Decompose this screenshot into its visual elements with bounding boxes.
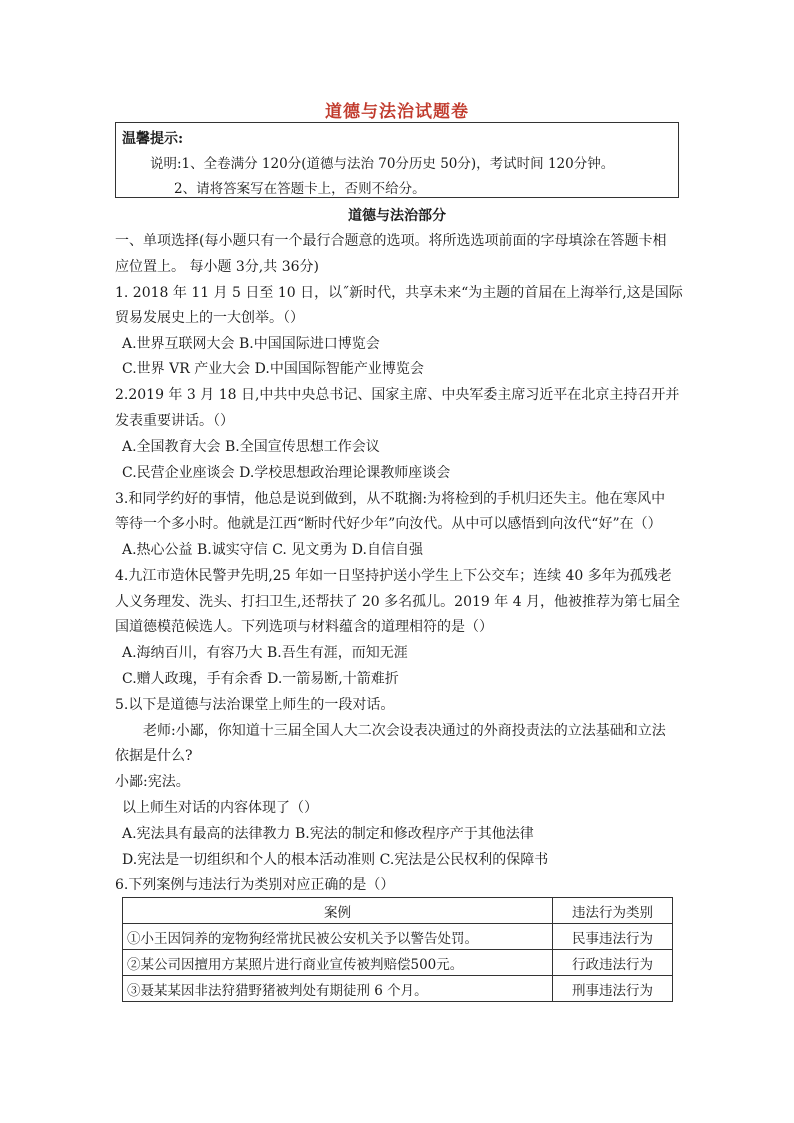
table-header-category: 违法行为类别 — [553, 898, 673, 924]
table-header-case: 案例 — [123, 898, 553, 924]
q5-student-line: 小鄙:宪法。 — [115, 774, 190, 790]
table-row — [123, 924, 673, 950]
q2-options-ab: A.全国教育大会 B.全国宣传思想工作会议 — [122, 439, 380, 455]
q5-options-dc: D.宪法是一切组织和个人的根本活动准则 C.宪法是公民权利的保障书 — [122, 852, 549, 868]
q5-teacher-line-2: 依据是什么? — [115, 748, 193, 764]
table-cell-case: ③聂某某因非法狩猎野猪被判处有期徒刑 6 个月。 — [123, 976, 553, 1002]
tips-line-1: 说明:1、全卷满分 120分(道德与法治 70分历史 50分)，考试时间 120分钟。 — [150, 156, 615, 172]
section-title: 道德与法治部分 — [348, 208, 446, 224]
q3-options: A.热心公益 B.诚实守信 C. 见文勇为 D.自信自强 — [122, 542, 423, 558]
part1-instructions-1: 一、单项选择(每小题只有一个最行合题意的选项。将所选选项前面的字母填涂在答题卡相 — [115, 233, 667, 249]
table-cell-case: ①小王因饲养的宠物狗经常扰民被公安机关予以警告处罚。 — [123, 924, 553, 950]
tips-box — [115, 122, 679, 198]
table-header-row — [123, 898, 673, 924]
table-cell-category: 民事违法行为 — [553, 924, 673, 950]
table-cell-category: 刑事违法行为 — [553, 976, 673, 1002]
q6-stem: 6.下列案例与违法行为类别对应正确的是（） — [115, 877, 395, 893]
table-row — [123, 976, 673, 1002]
q4-stem-3: 国道德模范候选人。下列选项与材料蕴含的道理相符的是（） — [115, 619, 493, 635]
q1-options-cd: C.世界 VR 产业大会 D.中国国际智能产业博览会 — [122, 361, 424, 377]
q4-options-cd: C.赠人政瑰，手有余香 D.一箭易断,十箭难折 — [122, 671, 399, 687]
q6-case-table — [122, 897, 673, 1002]
tips-line-2: 2、请将答案写在答题卡上，否则不给分。 — [174, 181, 426, 197]
q2-stem-2: 发表重要讲话。（） — [115, 413, 234, 429]
table-cell-category: 行政违法行为 — [553, 950, 673, 976]
q4-stem-1: 4.九江市造休民警尹先明,25 年如一日坚持护送小学生上下公交车；连续 40 多年为孤残老 — [115, 568, 672, 584]
q1-options-ab: A.世界互联网大会 B.中国国际进口博览会 — [122, 336, 380, 352]
table-row — [123, 950, 673, 976]
q5-question: 以上师生对话的内容体现了（） — [122, 800, 318, 816]
q2-stem-1: 2.2019 年 3 月 18 日,中共中央总书记、国家主席、中央军委主席习近平在北京主持召开并 — [115, 387, 680, 403]
q4-options-ab: A.海纳百川，有容乃大 B.吾生有涯，而知无涯 — [122, 645, 408, 661]
q1-stem-1: 1. 2018 年 11 月 5 日至 10 日，以˝新时代，共享未来“为主题的首届在上海举行,这是国际 — [115, 285, 683, 301]
tips-heading: 温馨提示: — [122, 131, 184, 147]
q5-options-ab: A.宪法具有最高的法律教力 B.宪法的制定和修改程序产于其他法律 — [122, 826, 534, 842]
page-title: 道德与法治试题卷 — [325, 102, 469, 122]
table-cell-case: ②某公司因擅用方某照片进行商业宣传被判赔偿500元。 — [123, 950, 553, 976]
q3-stem-2: 等待一个多小时。他就是江西“断时代好少年”向汝代。从中可以感悟到向汝代“好”在（） — [115, 516, 662, 532]
q2-options-cd: C.民营企业座谈会 D.学校思想政治理论课教师座谈会 — [122, 465, 451, 481]
q4-stem-2: 人义务理发、洗头、打扫卫生,还帮扶了 20 多名孤儿。2019 年 4 月，他被推荐为第七届全 — [115, 594, 681, 610]
part1-instructions-2: 应位置上。 每小题 3分,共 36分) — [115, 259, 319, 275]
q1-stem-2: 贸易发展史上的一大创举。（） — [115, 310, 304, 326]
q3-stem-1: 3.和同学约好的事情，他总是说到做到，从不耽搁:为将检到的手机归还失主。他在寒风中 — [115, 491, 666, 507]
q5-stem: 5.以下是道德与法治课堂上师生的一段对话。 — [115, 697, 395, 713]
q5-teacher-line-1: 老师:小鄙，你知道十三届全国人大二次会设表决通过的外商投责法的立法基础和立法 — [143, 723, 666, 739]
